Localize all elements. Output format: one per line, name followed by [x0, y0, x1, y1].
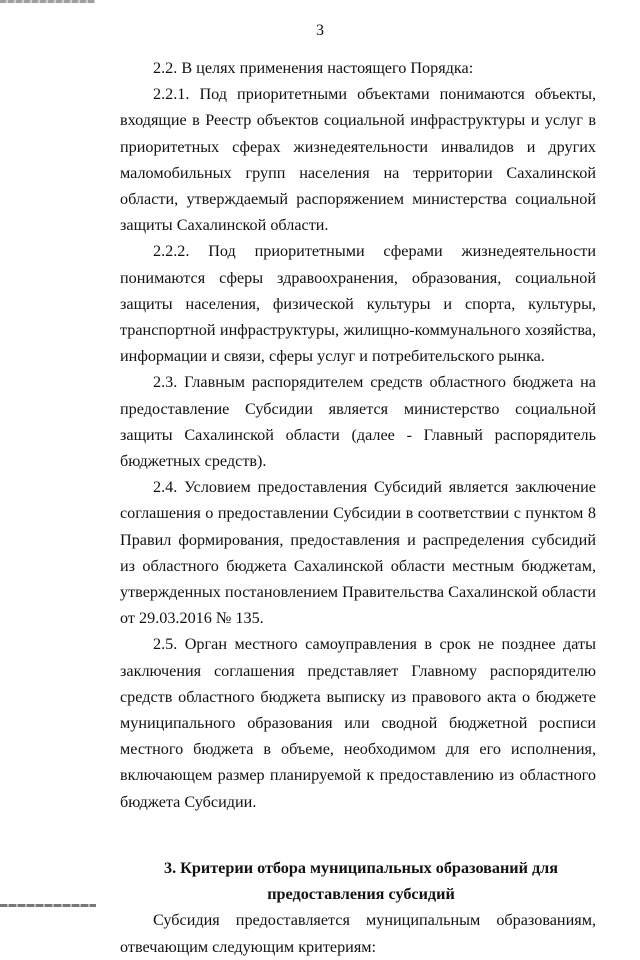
paragraph-2-2: 2.2. В целях применения настоящего Порядка:	[153, 59, 474, 77]
document-body	[120, 55, 596, 960]
paragraph-2-2-1: 2.2.1. Под приоритетными объектами понимаются объекты, входящие в Реестр объектов социальной инфраструктуры и услуг в приоритетных сферах жизнедеятельности инвалидов и других маломобильных групп населения на территории Сахалинской области, утверждаемый распоряжением министерства социальной защиты Сахалинской области.	[120, 85, 596, 235]
section-heading-3: 3. Критерии отбора муниципальных образований для предоставления субсидий	[163, 858, 559, 904]
paragraph-2-4: 2.4. Условием предоставления Субсидий является заключение соглашения о предоставлении Субсидии в соответствии с пунктом 8 Правил формирования, предоставления и распределения субсидий из областного бюджета Сахалинской области местным бюджетам, утвержденных постановлением Правительства Сахалинской области от 29.03.2016 № 135.	[120, 478, 596, 628]
page-number: 3	[316, 22, 324, 39]
paragraph-2-5: 2.5. Орган местного самоуправления в срок не позднее даты заключения соглашения представляет Главному распорядителю средств областного бюджета выписку из правового акта о бюджете муниципального образования или сводной бюджетной росписи местного бюджета в объеме, необходимом для его исполнения, включающем размер планируемой к предоставлению из областного бюджета Субсидии.	[120, 635, 596, 811]
paragraph-2-2-2: 2.2.2. Под приоритетными сферами жизнедеятельности понимаются сферы здравоохранения, образования, социальной защиты населения, физической культуры и спорта, культуры, транспортной инфраструктуры, жилищно-коммунального хозяйства, информации и связи, сферы услуг и потребительского рынка.	[120, 242, 596, 366]
paragraph-2-3: 2.3. Главным распорядителем средств областного бюджета на предоставление Субсидии является министерство социальной защиты Сахалинской области (далее - Главный распорядитель бюджетных средств).	[120, 373, 596, 471]
paragraph-section-3-intro: Субсидия предоставляется муниципальным образованиям, отвечающим следующим критериям:	[120, 911, 596, 956]
scan-edge-mark-bottom	[0, 904, 96, 907]
scan-edge-mark-top	[0, 0, 95, 3]
